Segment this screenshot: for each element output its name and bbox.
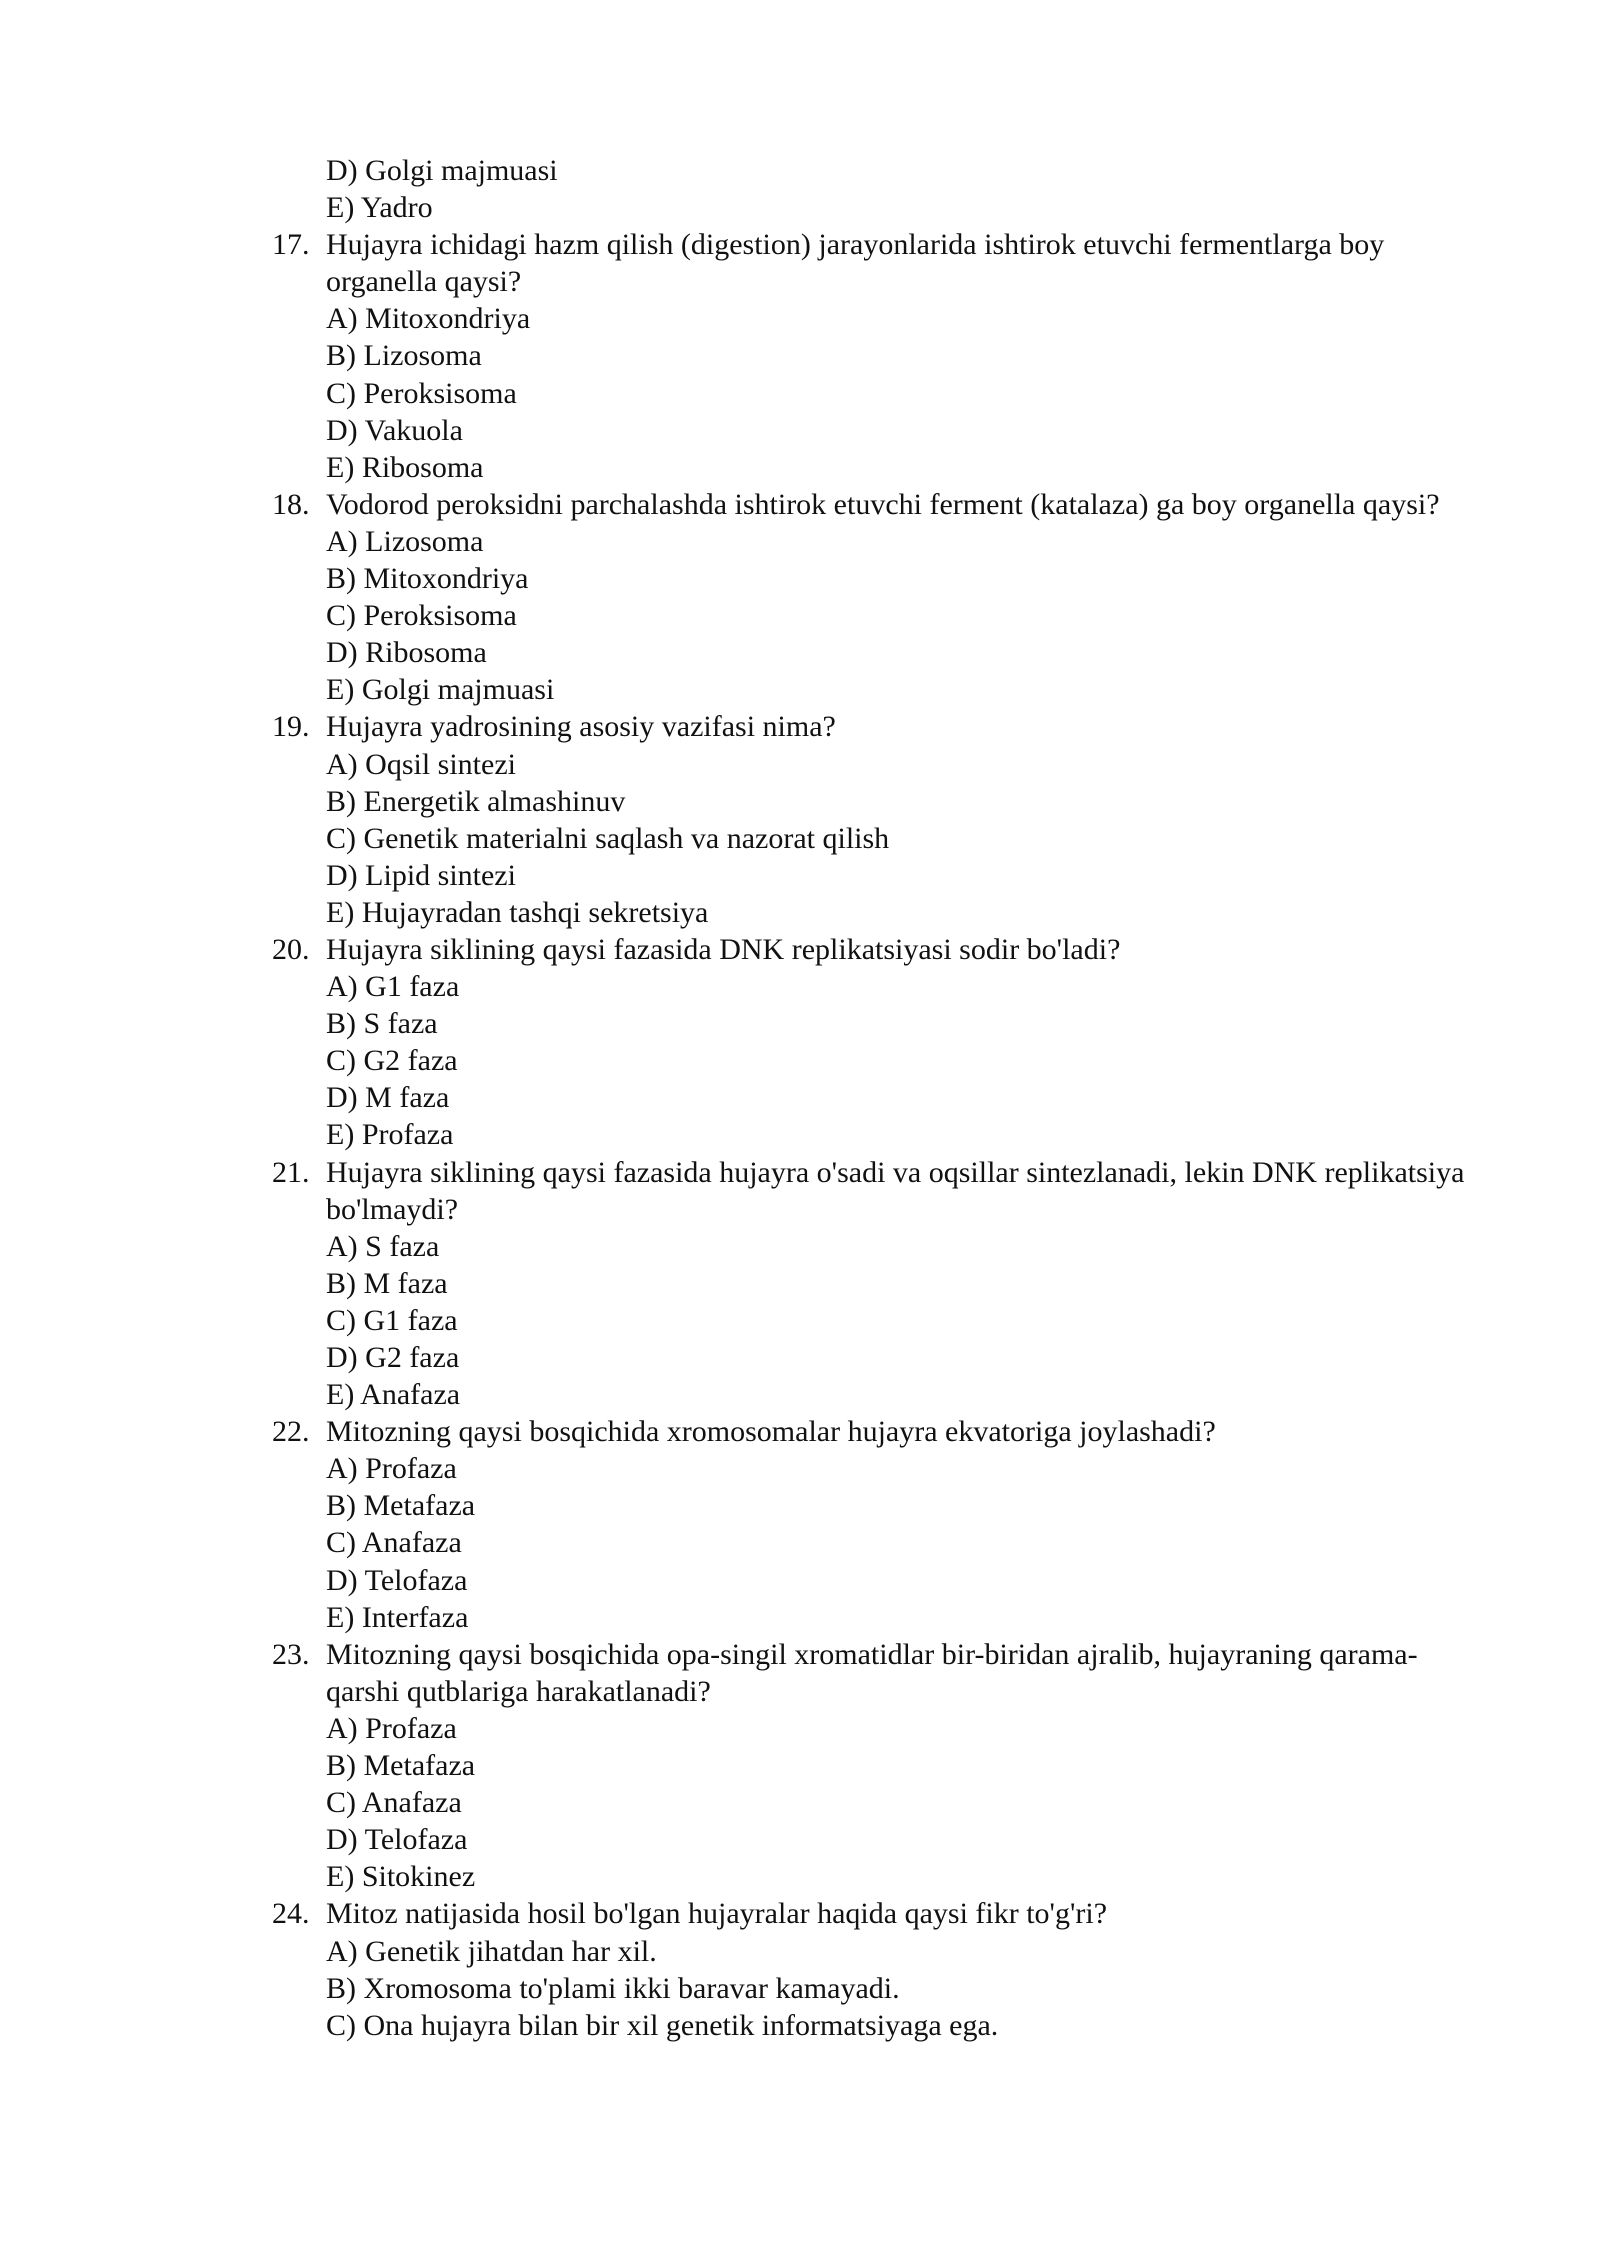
option: B) M faza	[326, 1266, 448, 1300]
option: C) Anafaza	[326, 1526, 462, 1560]
option: C) Genetik materialni saqlash va nazorat qilish	[326, 821, 890, 855]
option: B) Mitoxondriya	[326, 562, 529, 596]
option: A) G1 faza	[326, 970, 460, 1004]
option: B) S faza	[326, 1007, 438, 1041]
question	[272, 1413, 1472, 1450]
option: B) Metafaza	[326, 1489, 476, 1523]
question-block	[272, 1895, 1472, 2043]
option: D) Vakuola	[326, 413, 463, 447]
question-block	[272, 1154, 1472, 1414]
option: C) G1 faza	[326, 1303, 458, 1337]
question-number: 22.	[272, 1415, 310, 1449]
option: C) Ona hujayra bilan bir xil genetik informatsiyaga ega.	[326, 2008, 999, 2042]
option: E) Anafaza	[326, 1378, 461, 1412]
option: A) S faza	[326, 1229, 440, 1263]
option-list	[272, 1450, 1472, 1635]
option-list	[272, 523, 1472, 708]
option: A) Profaza	[326, 1452, 457, 1486]
question-number: 18.	[272, 487, 310, 521]
option-list	[272, 968, 1472, 1153]
question-block	[272, 1636, 1472, 1896]
option: A) Genetik jihatdan har xil.	[326, 1934, 657, 1968]
option-list	[272, 1228, 1472, 1413]
option: D) Telofaza	[326, 1823, 468, 1857]
question-text: Mitoz natijasida hosil bo'lgan hujayralar haqida qaysi fikr to'g'ri?	[326, 1897, 1108, 1931]
question-number: 24.	[272, 1897, 310, 1931]
question-number: 17.	[272, 228, 310, 262]
option: A) Mitoxondriya	[326, 302, 531, 336]
question-text: Hujayra yadrosining asosiy vazifasi nima?	[326, 710, 836, 744]
question-number: 19.	[272, 710, 310, 744]
option: D) Golgi majmuasi	[326, 154, 558, 187]
option-list	[272, 1933, 1472, 2044]
option: D) Telofaza	[326, 1563, 468, 1597]
option: E) Golgi majmuasi	[326, 673, 555, 707]
question-text: Vodorod peroksidni parchalashda ishtirok etuvchi ferment (katalaza) ga boy organella qaysi?	[326, 487, 1440, 521]
question-block	[272, 486, 1472, 709]
question-block	[272, 708, 1472, 931]
option: C) G2 faza	[326, 1044, 458, 1078]
question-number: 23.	[272, 1637, 310, 1671]
question-block	[272, 931, 1472, 1154]
option: E) Ribosoma	[326, 450, 484, 484]
question	[272, 1154, 1472, 1228]
option: A) Profaza	[326, 1711, 457, 1745]
option: A) Oqsil sintezi	[326, 747, 516, 781]
question-text: Mitozning qaysi bosqichida opa-singil xromatidlar bir-biridan ajralib, hujayraning qarama-qarshi qutblariga harakatlanadi?	[326, 1637, 1418, 1708]
question-text: Mitozning qaysi bosqichida xromosomalar hujayra ekvatoriga joylashadi?	[326, 1415, 1216, 1449]
option: C) Peroksisoma	[326, 376, 517, 410]
question-number: 20.	[272, 932, 310, 966]
question-text: Hujayra siklining qaysi fazasida hujayra o'sadi va oqsillar sintezlanadi, lekin DNK replikatsiya bo'lmaydi?	[326, 1155, 1465, 1226]
option: B) Xromosoma to'plami ikki baravar kamayadi.	[326, 1971, 900, 2005]
question-text: Hujayra ichidagi hazm qilish (digestion) jarayonlarida ishtirok etuvchi fermentlarga boy organella qaysi?	[326, 228, 1385, 299]
option: D) Lipid sintezi	[326, 858, 516, 892]
option: E) Yadro	[326, 191, 433, 225]
option: B) Energetik almashinuv	[326, 784, 626, 818]
question-text: Hujayra siklining qaysi fazasida DNK replikatsiyasi sodir bo'ladi?	[326, 932, 1121, 966]
question-block	[272, 226, 1472, 486]
question-number: 21.	[272, 1155, 310, 1189]
option: E) Profaza	[326, 1118, 454, 1152]
option-list	[272, 1710, 1472, 1895]
option-list	[272, 746, 1472, 931]
question	[272, 486, 1472, 523]
question	[272, 1895, 1472, 1932]
option: C) Anafaza	[326, 1786, 462, 1820]
option-list	[272, 300, 1472, 485]
option: E) Interfaza	[326, 1600, 469, 1634]
option: D) M faza	[326, 1081, 450, 1115]
option: D) Ribosoma	[326, 636, 487, 670]
question-block	[272, 1413, 1472, 1636]
option: B) Metafaza	[326, 1749, 476, 1783]
question	[272, 931, 1472, 968]
option: D) G2 faza	[326, 1341, 460, 1374]
leading-options	[272, 152, 1472, 226]
option: B) Lizosoma	[326, 339, 482, 373]
quiz-content	[272, 152, 1472, 2044]
option: E) Sitokinez	[326, 1860, 476, 1894]
question	[272, 226, 1472, 300]
option: C) Peroksisoma	[326, 599, 517, 633]
question	[272, 708, 1472, 745]
option: E) Hujayradan tashqi sekretsiya	[326, 895, 709, 929]
question	[272, 1636, 1472, 1710]
option: A) Lizosoma	[326, 524, 484, 558]
